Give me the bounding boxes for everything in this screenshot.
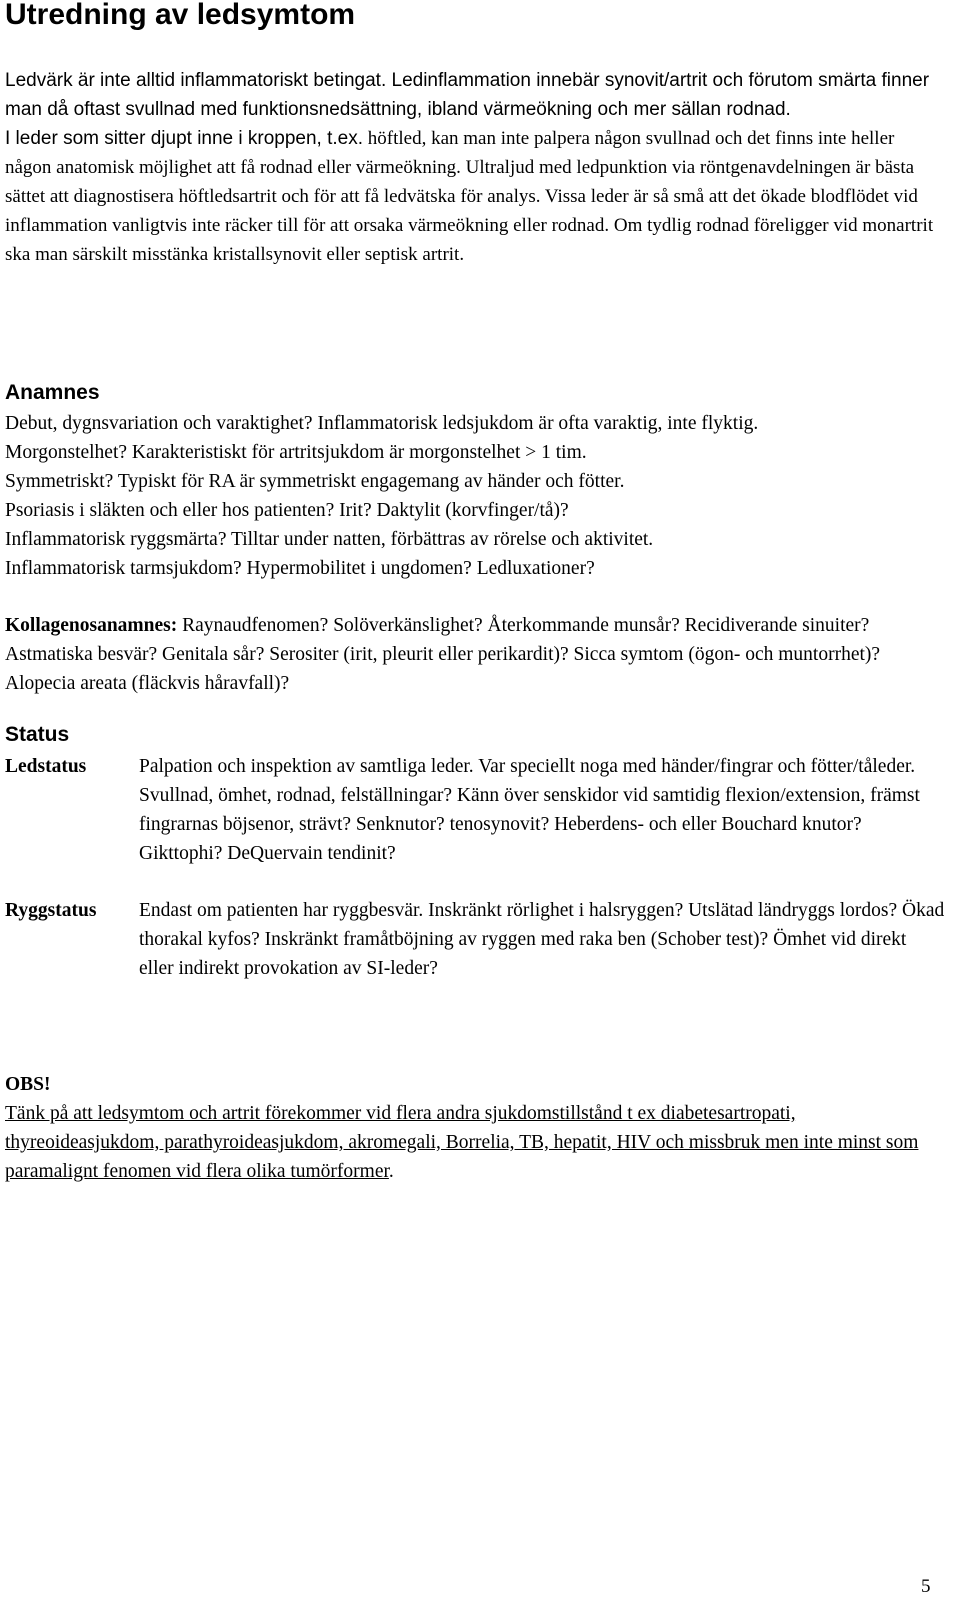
anamnes-list [5, 409, 945, 583]
ryggstatus-text: Endast om patienten har ryggbesvär. Inskränkt rörlighet i halsryggen? Utslätad ländryggs lordos? Ökad thorakal kyfos? Inskränkt framåtböjning av ryggen med raka ben (Schober test)? Ömhet vid direkt eller indirekt provokation av SI-leder? [139, 900, 945, 979]
intro-paragraph-2-rest: höftled, kan man inte palpera någon svullnad och det finns inte heller någon anatomisk möjlighet att få rodnad eller värmeökning. Ultraljud med ledpunktion via röntgenavdelningen är bästa sättet att diagnostisera höftledsartrit och för att få ledvätska för analys. Vissa leder är så små att det ökade blodflödet vid inflammation vanligtvis inte räcker till för att orsaka värmeökning eller rodnad. Om tydlig rodnad föreligger vid monartrit ska man särskilt misstänka kristallsynovit eller septisk artrit. [5, 128, 934, 265]
intro-paragraph-2 [5, 124, 945, 269]
obs-text-underlined: Tänk på att ledsymtom och artrit förekommer vid flera andra sjukdomstillstånd t ex diabetesartropati, thyreoideasjukdom, parathyroideasjukdom, akromegali, Borrelia, TB, hepatit, HIV och missbruk men inte minst som paramalignt fenomen vid flera olika tumörformer [5, 1103, 919, 1182]
anamnes-line: Debut, dygnsvariation och varaktighet? Inflammatorisk ledsjukdom är ofta varaktig, inte flyktig. [5, 413, 759, 434]
anamnes-heading: Anamnes [5, 381, 100, 404]
obs-text-end: . [388, 1161, 394, 1182]
page-number: 5 [921, 1576, 931, 1597]
anamnes-line: Symmetriskt? Typiskt för RA är symmetriskt engagemang av händer och fötter. [5, 471, 625, 492]
page-title: Utredning av ledsymtom [5, 0, 356, 31]
kollagenos-anamnes [5, 611, 940, 698]
obs-heading: OBS! [5, 1074, 51, 1095]
kollagenos-label: Kollagenosanamnes: [5, 615, 178, 636]
anamnes-line: Inflammatorisk ryggsmärta? Tilltar under natten, förbättras av rörelse och aktivitet. [5, 529, 654, 550]
anamnes-line: Psoriasis i släkten och eller hos patienten? Irit? Daktylit (korvfinger/tå)? [5, 500, 569, 521]
status-heading: Status [5, 723, 70, 746]
anamnes-line: Inflammatorisk tarmsjukdom? Hypermobilitet i ungdomen? Ledluxationer? [5, 558, 595, 579]
ryggstatus-label: Ryggstatus [5, 900, 97, 921]
ledstatus-label: Ledstatus [5, 756, 87, 777]
kollagenos-text: Raynaudfenomen? Solöverkänslighet? Återkommande munsår? Recidiverande sinuiter? Astmatiska besvär? Genitala sår? Serositer (irit, pleurit eller perikardit)? Sicca symtom (ögon- och muntorrhet)? Alopecia areata (fläckvis håravfall)? [5, 615, 881, 694]
obs-text [5, 1099, 940, 1186]
intro-paragraph-1: Ledvärk är inte alltid inflammatoriskt betingat. Ledinflammation innebär synovit/artrit och förutom smärta finner man då oftast svullnad med funktionsnedsättning, ibland värmeökning och mer sällan rodnad. [5, 70, 930, 120]
intro-section [5, 66, 945, 269]
intro-paragraph-2-start: I leder som sitter djupt inne i kroppen, t.ex. [5, 128, 364, 149]
ledstatus-text: Palpation och inspektion av samtliga leder. Var speciellt noga med händer/fingrar och fötter/tåleder. Svullnad, ömhet, rodnad, felställningar? Känn över senskidor vid samtidig flexion/extension, främst fingrarnas böjsenor, strävt? Senknutor? tenosynovit? Heberdens- och eller Bouchard knutor? Gikttophi? DeQuervain tendinit? [139, 756, 920, 864]
anamnes-line: Morgonstelhet? Karakteristiskt för artritsjukdom är morgonstelhet > 1 tim. [5, 442, 587, 463]
